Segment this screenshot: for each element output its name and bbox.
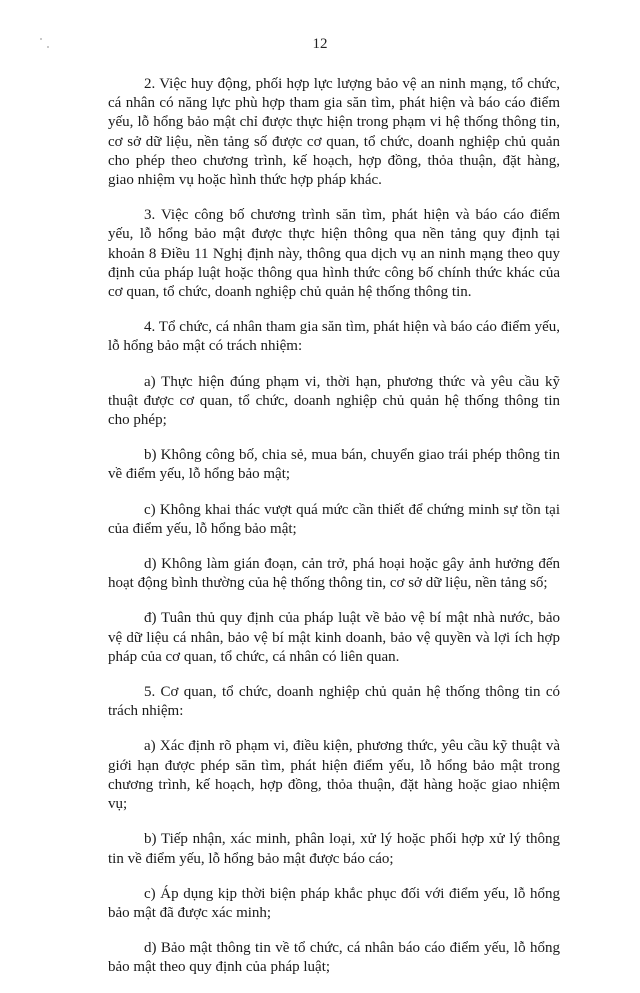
- paragraph-clause-5a: a) Xác định rõ phạm vi, điều kiện, phương thức, yêu cầu kỹ thuật và giới hạn được phép săn tìm, phát hiện điểm yếu, lỗ hổng bảo mật trong chương trình, kế hoạch, hợp đồng, thỏa thuận, đặt hàng hoặc giao nhiệm vụ;: [108, 738, 560, 813]
- paragraph-clause-4b: b) Không công bố, chia sẻ, mua bán, chuyển giao trái phép thông tin về điểm yếu, lỗ hổng bảo mật;: [108, 447, 560, 483]
- page-number: 12: [312, 36, 328, 52]
- paragraph-clause-4: 4. Tổ chức, cá nhân tham gia săn tìm, phát hiện và báo cáo điểm yếu, lỗ hổng bảo mật có trách nhiệm:: [108, 319, 560, 355]
- paragraph-clause-4dd: đ) Tuân thủ quy định của pháp luật về bảo vệ bí mật nhà nước, bảo vệ dữ liệu cá nhân, bảo vệ bí mật kinh doanh, bảo vệ quyền và lợi ích hợp pháp của cơ quan, tổ chức, cá nhân có liên quan.: [108, 610, 560, 665]
- paragraph-clause-4c: c) Không khai thác vượt quá mức cần thiết để chứng minh sự tồn tại của điểm yếu, lỗ hổng bảo mật;: [108, 501, 560, 537]
- document-body: [108, 75, 560, 993]
- paragraph-clause-5b: b) Tiếp nhận, xác minh, phân loại, xử lý hoặc phối hợp xử lý thông tin về điểm yếu, lỗ hổng bảo mật được báo cáo;: [108, 831, 560, 867]
- paragraph-clause-4d: d) Không làm gián đoạn, cản trở, phá hoại hoặc gây ảnh hưởng đến hoạt động bình thường của hệ thống thông tin, cơ sở dữ liệu, nền tảng số;: [108, 556, 560, 592]
- paragraph-clause-5d: d) Bảo mật thông tin về tổ chức, cá nhân báo cáo điểm yếu, lỗ hổng bảo mật theo quy định của pháp luật;: [108, 940, 560, 976]
- paragraph-clause-5c: c) Áp dụng kịp thời biện pháp khắc phục đối với điểm yếu, lỗ hổng bảo mật đã được xác minh;: [108, 885, 560, 921]
- paragraph-clause-5: 5. Cơ quan, tổ chức, doanh nghiệp chủ quản hệ thống thông tin có trách nhiệm:: [108, 684, 560, 720]
- paragraph-clause-4a: a) Thực hiện đúng phạm vi, thời hạn, phương thức và yêu cầu kỹ thuật được cơ quan, tổ chức, doanh nghiệp chủ quản hệ thống thông tin cho phép;: [108, 373, 560, 429]
- paragraph-clause-3: 3. Việc công bố chương trình săn tìm, phát hiện và báo cáo điểm yếu, lỗ hổng bảo mật được thực hiện thông qua nền tảng quy định tại khoản 8 Điều 11 Nghị định này, thông qua dịch vụ an ninh mạng theo quy định của pháp luật hoặc thông qua hình thức công bố chính thức khác của cơ quan, tổ chức, doanh nghiệp chủ quản hệ thống thông tin.: [108, 207, 560, 301]
- paragraph-clause-2: 2. Việc huy động, phối hợp lực lượng bảo vệ an ninh mạng, tổ chức, cá nhân có năng lực phù hợp tham gia săn tìm, phát hiện và báo cáo điểm yếu, lỗ hổng bảo mật chỉ được thực hiện trong phạm vi hệ thống thông tin, cơ sở dữ liệu, nền tảng số được cơ quan, tổ chức, doanh nghiệp chủ quản cho phép theo chương trình, kế hoạch, hợp đồng, thỏa thuận, đặt hàng, giao nhiệm vụ hoặc hình thức hợp pháp khác.: [108, 76, 560, 189]
